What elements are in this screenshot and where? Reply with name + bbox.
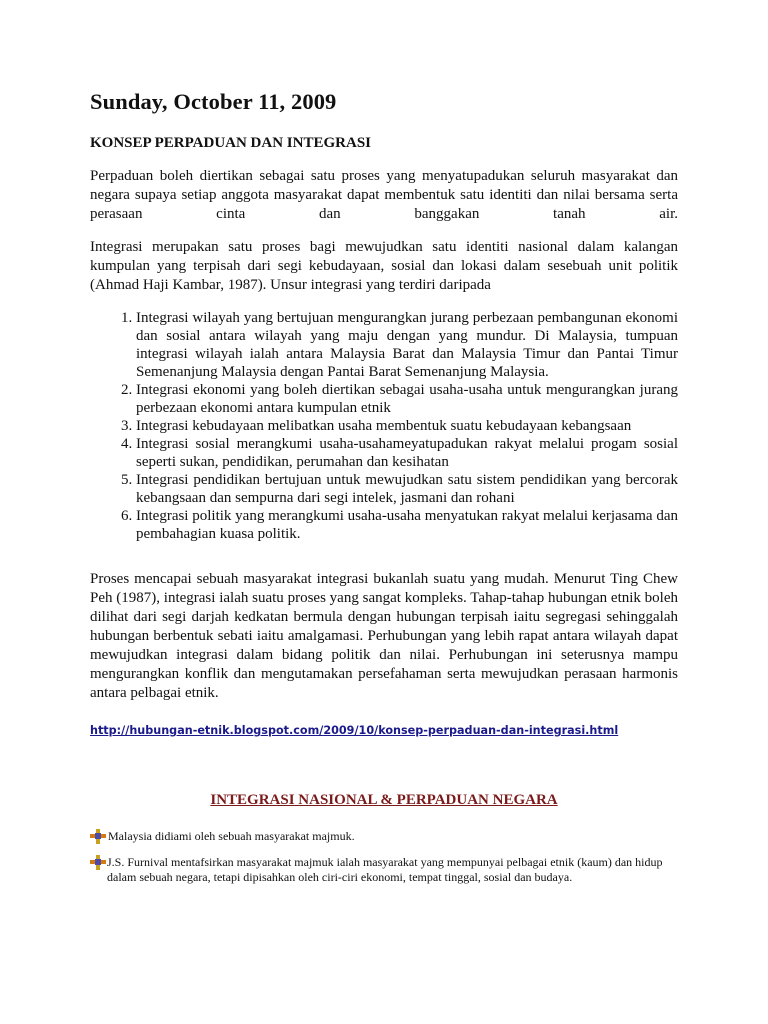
paragraph-integrasi: Integrasi merupakan satu proses bagi mewujudkan satu identiti nasional dalam kalangan kumpulan yang terpisah dari segi kebudayaan, sosial dan lokasi dalam sesebuah unit politik (Ahmad Haji Kambar, 1987). Unsur integrasi yang terdiri daripada bbox=[90, 239, 678, 293]
section-title: INTEGRASI NASIONAL & PERPADUAN NEGARA bbox=[210, 792, 558, 808]
bullet-text: J.S. Furnival mentafsirkan masyarakat majmuk ialah masyarakat yang mempunyai pelbagai etnik (kaum) dan hidup dalam sebuah negara, tetapi dipisahkan oleh ciri-ciri ekonomi, tempat tinggal, sosial dan budaya. bbox=[107, 855, 663, 884]
paragraph-perpaduan: Perpaduan boleh diertikan sebagai satu proses yang menyatupadukan seluruh masyarakat dan negara supaya setiap anggota masyarakat dapat membentuk satu identiti dan nilai bersama serta perasaan cinta dan banggakan tanah air. bbox=[90, 168, 678, 222]
post-date: Sunday, October 11, 2009 bbox=[90, 89, 337, 114]
bullet-text: Malaysia didiami oleh sebuah masyarakat majmuk. bbox=[108, 829, 355, 843]
list-item: 5. Integrasi pendidikan bertujuan untuk mewujudkan satu sistem pendidikan yang bercorak kebangsaan dan sempurna dari segi intelek, jasmani dan rohani bbox=[136, 471, 678, 507]
list-item: 1. Integrasi wilayah yang bertujuan mengurangkan jurang perbezaan pembangunan ekonomi dan sosial antara wilayah yang maju dengan yang mundur. Di Malaysia, tumpuan integrasi wilayah ialah antara Malaysia Barat dan Malaysia Timur dan Pantai Timur Semenanjung Malaysia dengan Pantai Barat Semenanjung Malaysia. bbox=[136, 309, 678, 381]
post-heading: KONSEP PERPADUAN DAN INTEGRASI bbox=[90, 135, 372, 151]
integration-elements-list bbox=[90, 309, 678, 543]
list-item: 6. Integrasi politik yang merangkumi usaha-usaha menyatukan rakyat melalui kerjasama dan pembahagian kuasa politik. bbox=[136, 507, 678, 543]
plus-bullet-icon bbox=[90, 829, 106, 844]
plus-bullet-icon bbox=[90, 855, 106, 870]
list-item: 2. Integrasi ekonomi yang boleh diertikan sebagai usaha-usaha untuk mengurangkan jurang perbezaan ekonomi antara kumpulan etnik bbox=[136, 381, 678, 417]
source-link[interactable]: http://hubungan-etnik.blogspot.com/2009/10/konsep-perpaduan-dan-integrasi.html bbox=[90, 724, 619, 737]
bullet-item bbox=[90, 855, 690, 885]
bullet-item bbox=[90, 829, 690, 844]
paragraph-proses: Proses mencapai sebuah masyarakat integrasi bukanlah suatu yang mudah. Menurut Ting Chew Peh (1987), integrasi ialah suatu proses yang sangat kompleks. Tahap-tahap hubungan etnik boleh dilihat dari segi darjah kedkatan bermula dengan hubungan terpisah iaitu segregasi sehinggalah hubungan berbentuk sebati iaitu amalgamasi. Perhubungan yang lebih rapat antara wilayah dapat mewujudkan integrasi dalam bidang politik dan nilai. Perhubungan ini seterusnya mampu mengurangkan konflik dan mengutamakan persefahaman serta mewujudkan perasaan harmonis antara pelbagai etnik. bbox=[90, 571, 678, 701]
list-item: 3. Integrasi kebudayaan melibatkan usaha membentuk suatu kebudayaan kebangsaan bbox=[136, 417, 678, 435]
list-item: 4. Integrasi sosial merangkumi usaha-usahameyatupadukan rakyat melalui progam sosial seperti sukan, pendidikan, perumahan dan kesihatan bbox=[136, 435, 678, 471]
